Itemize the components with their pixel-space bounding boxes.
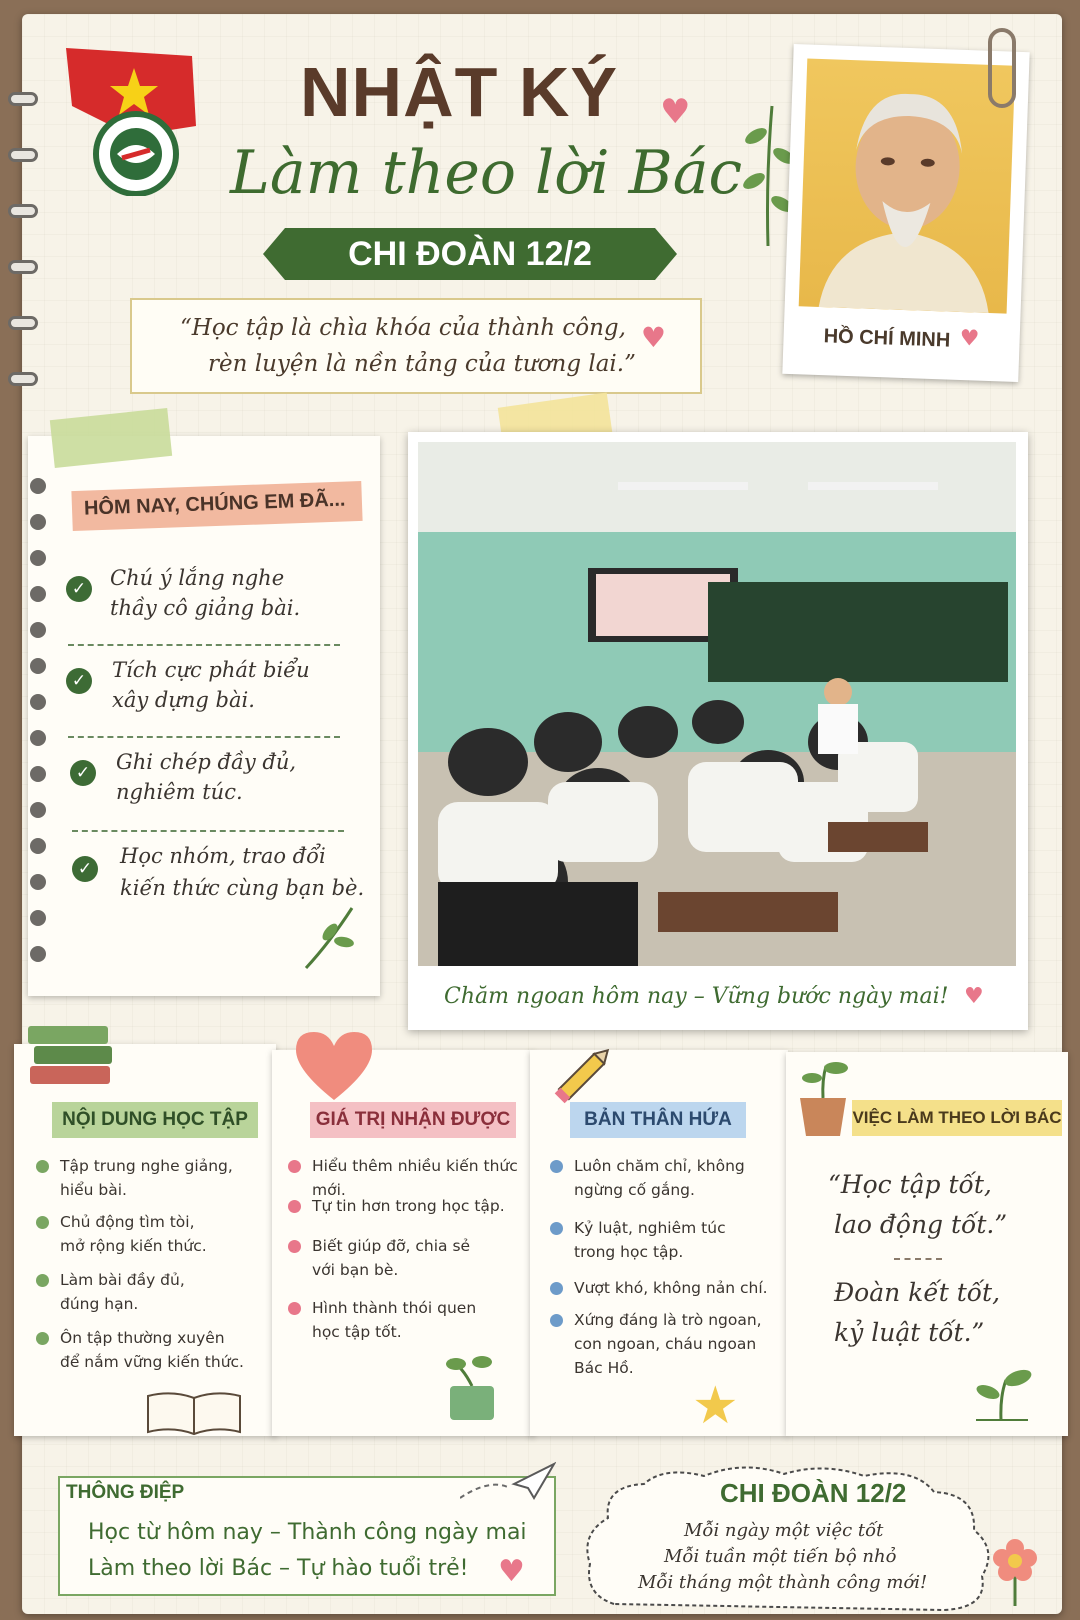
divider [72, 830, 344, 832]
paper-plane-icon [460, 1458, 556, 1506]
message-label: THÔNG ĐIỆP [66, 1482, 185, 1503]
list-item: Tự tin hơn trong học tập. [288, 1194, 505, 1218]
list-item: Chủ động tìm tòi, mở rộng kiến thức. [36, 1210, 207, 1258]
list-item: Kỷ luật, nghiêm túc trong học tập. [550, 1216, 726, 1264]
cloud-line-2: Mỗi tuần một tiến bộ nhỏ [664, 1546, 897, 1567]
today-item-2-line1: Tích cực phát biểu [112, 658, 310, 682]
flower-icon [990, 1536, 1040, 1606]
books-icon [24, 1018, 116, 1090]
class-banner: CHI ĐOÀN 12/2 [285, 228, 655, 280]
list-item: Ôn tập thường xuyên để nắm vững kiến thức. [36, 1326, 244, 1374]
divider [894, 1258, 942, 1260]
page-title: NHẬT KÝ [300, 53, 619, 131]
cloud-title: CHI ĐOÀN 12/2 [720, 1478, 907, 1508]
cloud-line-3: Mỗi tháng một thành công mới! [638, 1572, 928, 1593]
check-icon: ✓ [66, 576, 92, 602]
leaf-icon [300, 902, 360, 972]
divider [68, 644, 340, 646]
page-subtitle: Làm theo lời Bác [230, 138, 743, 208]
quote-line-2: rèn luyện là nền tảng của tương lai.” [208, 351, 636, 377]
today-card [28, 436, 380, 996]
heart-icon [292, 1028, 376, 1104]
classroom-photo-frame [408, 432, 1028, 1030]
promise-heading: BẢN THÂN HỨA [570, 1102, 746, 1138]
quote-box [130, 298, 702, 394]
values-heading: GIÁ TRỊ NHẬN ĐƯỢC [310, 1102, 516, 1138]
list-item: Làm bài đầy đủ, đúng hạn. [36, 1268, 185, 1316]
potted-plant-icon [442, 1346, 502, 1422]
quote-line-1: “Học tập là chìa khóa của thành công, [180, 315, 626, 341]
today-item-3-line2: nghiêm túc. [116, 780, 243, 804]
follow-quote-2-line2: kỷ luật tốt.” [834, 1318, 985, 1347]
paperclip-icon [988, 28, 1016, 108]
portrait-image [799, 58, 1016, 313]
content-card [14, 1044, 276, 1436]
today-item-1-line2: thầy cô giảng bài. [110, 596, 301, 620]
today-heading-label: HÔM NAY, CHÚNG EM ĐÃ... [83, 488, 346, 520]
list-item: Vượt khó, không nản chí. [550, 1276, 768, 1300]
photo-caption: Chăm ngoan hôm nay – Vững bước ngày mai! [444, 984, 949, 1009]
message-line-2: Làm theo lời Bác – Tự hào tuổi trẻ! [88, 1556, 469, 1581]
check-icon: ✓ [72, 856, 98, 882]
pencil-icon [548, 1040, 618, 1110]
heart-icon: ♥ [660, 92, 691, 132]
list-item: Biết giúp đỡ, chia sẻ với bạn bè. [288, 1234, 470, 1282]
today-item-1-line1: Chú ý lắng nghe [110, 566, 285, 590]
list-item: Tập trung nghe giảng, hiểu bài. [36, 1154, 233, 1202]
divider [68, 736, 340, 738]
portrait-caption: HỒ CHÍ MINH [823, 325, 951, 352]
follow-quote-2-line1: Đoàn kết tốt, [834, 1278, 1001, 1307]
star-icon: ★ [692, 1376, 739, 1436]
follow-quote-1-line2: lao động tốt.” [834, 1210, 1008, 1239]
check-icon: ✓ [66, 668, 92, 694]
sprout-icon [966, 1362, 1036, 1422]
classroom-photo [418, 442, 1016, 966]
message-line-1: Học từ hôm nay – Thành công ngày mai [88, 1520, 527, 1545]
today-heading [71, 481, 362, 531]
heart-icon: ♥ [959, 325, 980, 352]
today-item-3-line1: Ghi chép đầy đủ, [116, 750, 297, 774]
list-item: Luôn chăm chỉ, không ngừng cố gắng. [550, 1154, 745, 1202]
check-icon: ✓ [70, 760, 96, 786]
heart-icon: ♥ [964, 984, 984, 1009]
list-item: Hình thành thói quen học tập tốt. [288, 1296, 476, 1344]
open-book-icon [144, 1390, 244, 1436]
values-card [272, 1050, 534, 1436]
heart-icon: ♥ [498, 1554, 525, 1589]
cloud-line-1: Mỗi ngày một việc tốt [684, 1520, 884, 1541]
youth-union-logo [62, 46, 207, 196]
list-item: Hiểu thêm nhiều kiến thức mới. [288, 1154, 534, 1202]
content-heading: NỘI DUNG HỌC TẬP [52, 1102, 258, 1138]
potted-plant-icon [796, 1054, 850, 1138]
today-item-2-line2: xây dựng bài. [112, 688, 255, 712]
motto-cloud [584, 1464, 1004, 1616]
today-item-4-line1: Học nhóm, trao đổi [120, 844, 326, 868]
follow-heading: VIỆC LÀM THEO LỜI BÁC [852, 1100, 1062, 1136]
list-item: Xứng đáng là trò ngoan, con ngoan, cháu ngoan Bác Hồ. [550, 1308, 762, 1380]
follow-quote-1-line1: “Học tập tốt, [828, 1170, 992, 1199]
today-item-4-line2: kiến thức cùng bạn bè. [120, 876, 365, 900]
heart-icon: ♥ [640, 321, 666, 354]
